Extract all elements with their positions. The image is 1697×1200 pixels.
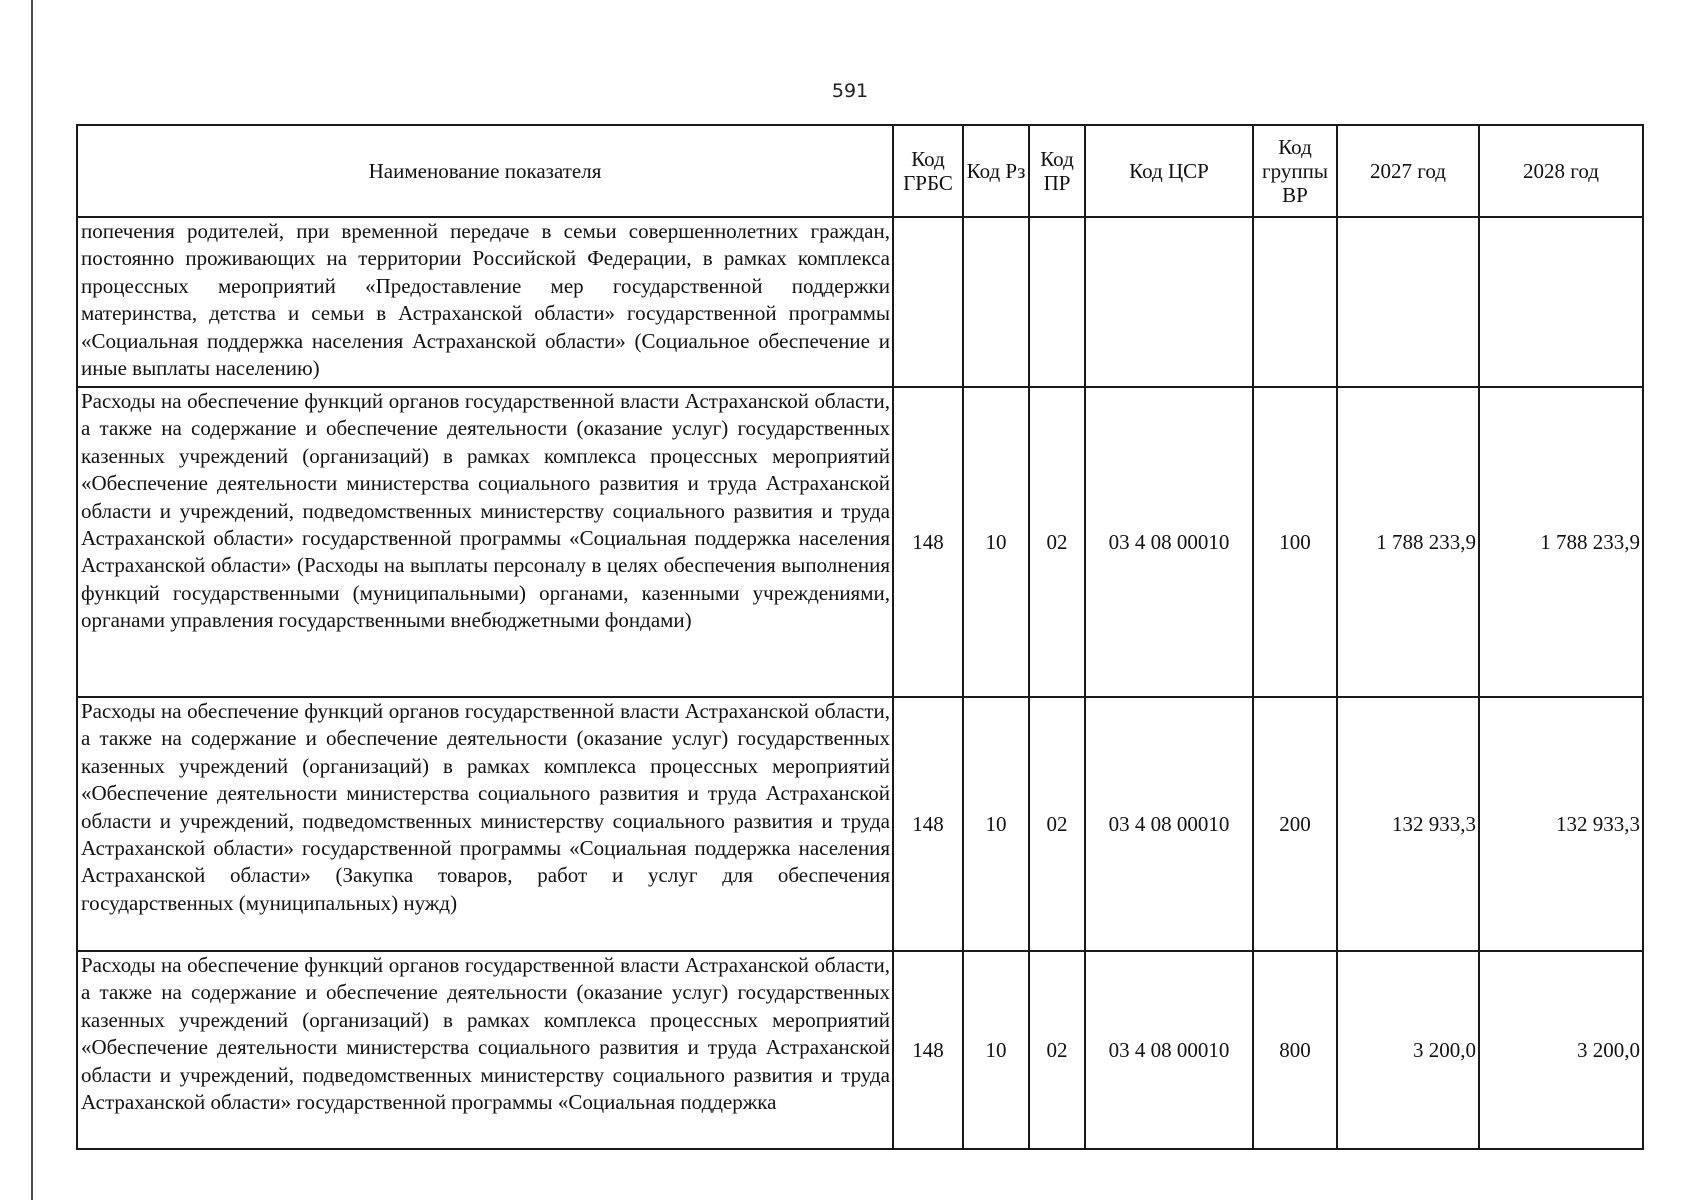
table-row — [77, 697, 1643, 951]
header-pr: Код ПР — [1029, 125, 1085, 217]
row-amount-2028: 3 200,0 — [1479, 951, 1643, 1149]
row-name: Расходы на обеспечение функций органов государственной власти Астраханской области, а также на содержание и обеспечение деятельности (оказание услуг) государственных казенных учреждений (организаций) в рамках комплекса процессных мероприятий «Обеспечение деятельности министерства социального развития и труда Астраханской области и учреждений, подведомственных министерству социального развития и труда Астраханской области» государственной программы «Социальная поддержка населения Астраханской области» (Расходы на выплаты персоналу в целях обеспечения выполнения функций государственными (муниципальными) органами, казенными учреждениями, органами управления государственными внебюджетными фондами) — [77, 387, 893, 697]
row-grbs: 148 — [893, 697, 963, 951]
row-name: Расходы на обеспечение функций органов государственной власти Астраханской области, а также на содержание и обеспечение деятельности (оказание услуг) государственных казенных учреждений (организаций) в рамках комплекса процессных мероприятий «Обеспечение деятельности министерства социального развития и труда Астраханской области и учреждений, подведомственных министерству социального развития и труда Астраханской области» государственной программы «Социальная поддержка населения Астраханской области» (Закупка товаров, работ и услуг для обеспечения государственных (муниципальных) нужд) — [77, 697, 893, 951]
header-2027: 2027 год — [1337, 125, 1479, 217]
header-rz: Код Рз — [963, 125, 1029, 217]
row-vr — [1253, 217, 1337, 387]
row-name: попечения родителей, при временной передаче в семьи совершеннолетних граждан, постоянно проживающих на территории Российской Федерации, в рамках комплекса процессных мероприятий «Предоставление мер государственной поддержки материнства, детства и семьи в Астраханской области» государственной программы «Социальная поддержка населения Астраханской области» (Социальное обеспечение и иные выплаты населению) — [77, 217, 893, 387]
row-csr: 03 4 08 00010 — [1085, 387, 1253, 697]
row-pr: 02 — [1029, 387, 1085, 697]
page-margin-line — [31, 0, 33, 1200]
row-pr — [1029, 217, 1085, 387]
row-amount-2028: 132 933,3 — [1479, 697, 1643, 951]
row-amount-2028 — [1479, 217, 1643, 387]
row-vr: 800 — [1253, 951, 1337, 1149]
row-pr: 02 — [1029, 697, 1085, 951]
row-amount-2027: 132 933,3 — [1337, 697, 1479, 951]
row-vr: 200 — [1253, 697, 1337, 951]
row-amount-2027 — [1337, 217, 1479, 387]
row-csr: 03 4 08 00010 — [1085, 951, 1253, 1149]
row-csr — [1085, 217, 1253, 387]
row-amount-2027: 1 788 233,9 — [1337, 387, 1479, 697]
header-vr: Код группы ВР — [1253, 125, 1337, 217]
row-amount-2027: 3 200,0 — [1337, 951, 1479, 1149]
table-header-row — [77, 125, 1643, 217]
row-grbs: 148 — [893, 387, 963, 697]
table-row — [77, 217, 1643, 387]
page-number: 591 — [831, 80, 869, 102]
header-grbs: Код ГРБС — [893, 125, 963, 217]
row-rz: 10 — [963, 387, 1029, 697]
header-name: Наименование показателя — [77, 125, 893, 217]
header-csr: Код ЦСР — [1085, 125, 1253, 217]
row-grbs: 148 — [893, 951, 963, 1149]
table-row — [77, 387, 1643, 697]
row-amount-2028: 1 788 233,9 — [1479, 387, 1643, 697]
row-vr: 100 — [1253, 387, 1337, 697]
row-rz: 10 — [963, 697, 1029, 951]
row-rz: 10 — [963, 951, 1029, 1149]
row-csr: 03 4 08 00010 — [1085, 697, 1253, 951]
row-rz — [963, 217, 1029, 387]
row-pr: 02 — [1029, 951, 1085, 1149]
table-row — [77, 951, 1643, 1149]
row-name: Расходы на обеспечение функций органов государственной власти Астраханской области, а также на содержание и обеспечение деятельности (оказание услуг) государственных казенных учреждений (организаций) в рамках комплекса процессных мероприятий «Обеспечение деятельности министерства социального развития и труда Астраханской области и учреждений, подведомственных министерству социального развития и труда Астраханской области» государственной программы «Социальная поддержка — [77, 951, 893, 1149]
budget-table — [76, 124, 1644, 1150]
header-2028: 2028 год — [1479, 125, 1643, 217]
row-grbs — [893, 217, 963, 387]
